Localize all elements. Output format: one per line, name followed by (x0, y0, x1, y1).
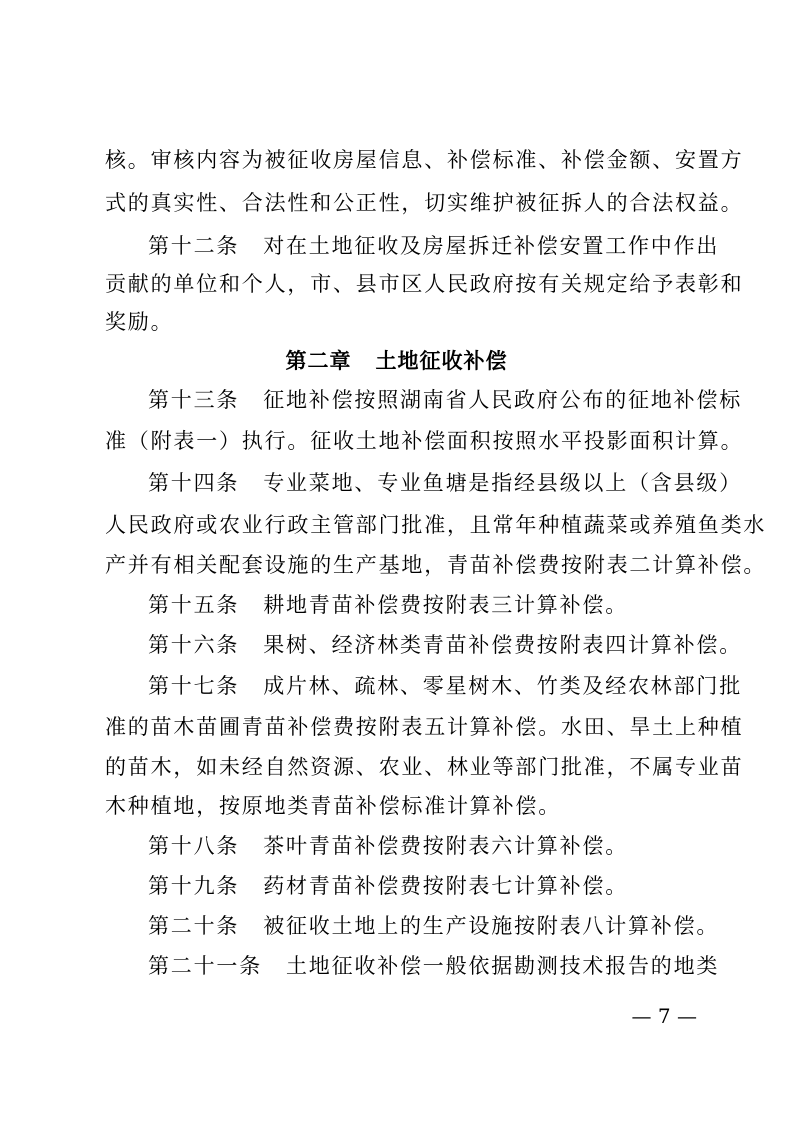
article-15-label: 第十五条 (148, 593, 240, 617)
article-14-text: 专业菜地、专业鱼塘是指经县级以上（含县级） (263, 471, 743, 495)
body-text-line: 人民政府或农业行政主管部门批准，且常年种植蔬菜或养殖鱼类水 (105, 513, 767, 537)
article-21-label: 第二十一条 (148, 954, 262, 978)
article-12-paragraph (148, 231, 720, 261)
article-14-label: 第十四条 (148, 471, 240, 495)
article-12-text: 对在土地征收及房屋拆迁补偿安置工作中作出 (263, 234, 720, 258)
article-18-text: 茶叶青苗补偿费按附表六计算补偿。 (263, 834, 629, 858)
article-18-paragraph (148, 831, 695, 861)
article-21-paragraph (148, 951, 720, 981)
body-text-line: 准（附表一）执行。征收土地补偿面积按照水平投影面积计算。 (105, 429, 744, 453)
body-text-line: 的苗木，如未经自然资源、农业、林业等部门批准，不属专业苗 (105, 755, 744, 779)
article-19-label: 第十九条 (148, 874, 240, 898)
article-20-paragraph (148, 911, 720, 941)
article-16-label: 第十六条 (148, 633, 240, 657)
article-13-label: 第十三条 (148, 388, 240, 412)
article-17-paragraph (148, 671, 743, 701)
article-12-label: 第十二条 (148, 234, 240, 258)
article-13-text: 征地补偿按照湖南省人民政府公布的征地补偿标 (263, 388, 743, 412)
article-17-text: 成片林、疏林、零星树木、竹类及经农林部门批 (263, 674, 743, 698)
article-15-paragraph (148, 590, 695, 620)
body-text-line: 奖励。 (105, 310, 174, 334)
article-20-label: 第二十条 (148, 914, 240, 938)
article-18-label: 第十八条 (148, 834, 240, 858)
body-text-line: 木种植地，按原地类青苗补偿标准计算补偿。 (105, 794, 561, 818)
body-text-line: 贡献的单位和个人，市、县市区人民政府按有关规定给予表彰和 (105, 272, 744, 296)
article-16-paragraph (148, 630, 743, 660)
chapter-title: 土地征收补偿 (375, 349, 508, 373)
article-17-label: 第十七条 (148, 674, 240, 698)
chapter-number: 第二章 (285, 349, 352, 373)
body-text-line: 产并有相关配套设施的生产基地，青苗补偿费按附表二计算补偿。 (105, 553, 767, 577)
body-text-line: 准的苗木苗圃青苗补偿费按附表五计算补偿。水田、旱土上种植 (105, 715, 744, 739)
article-16-text: 果树、经济林类青苗补偿费按附表四计算补偿。 (263, 633, 743, 657)
article-19-paragraph (148, 871, 695, 901)
page-number: — 7 — (631, 1004, 697, 1028)
article-21-text: 土地征收补偿一般依据勘测技术报告的地类 (286, 954, 720, 978)
article-13-paragraph (148, 385, 743, 415)
body-text-line: 核。审核内容为被征收房屋信息、补偿标准、补偿金额、安置方 (105, 148, 744, 172)
article-14-paragraph (148, 468, 743, 498)
article-15-text: 耕地青苗补偿费按附表三计算补偿。 (263, 593, 629, 617)
article-19-text: 药材青苗补偿费按附表七计算补偿。 (263, 874, 629, 898)
chapter-heading (0, 346, 793, 376)
body-text-line: 式的真实性、合法性和公正性，切实维护被征拆人的合法权益。 (105, 191, 744, 215)
article-20-text: 被征收土地上的生产设施按附表八计算补偿。 (263, 914, 720, 938)
